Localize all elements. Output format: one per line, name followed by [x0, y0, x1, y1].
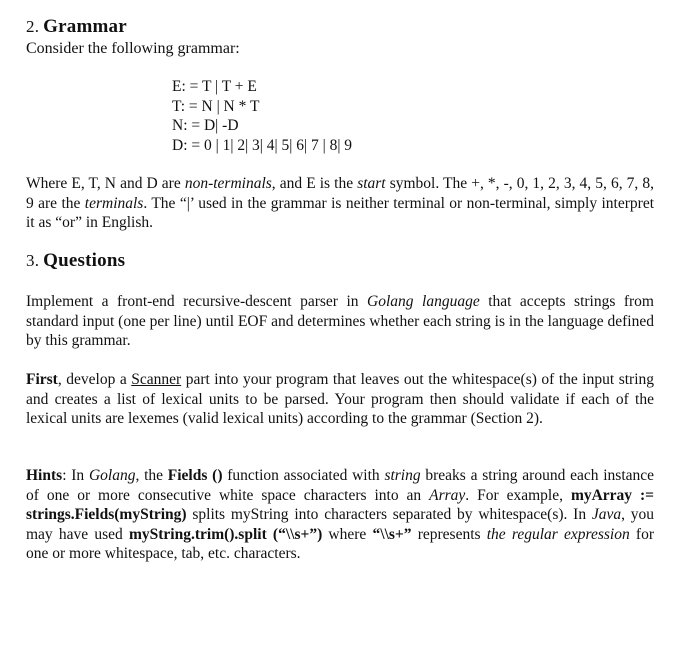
parser-task-paragraph: Implement a front-end recursive-descent parser in Golang language that accepts strings from standard input (one per line) until EOF and determines whether each string is in the language defined by this grammar.: [26, 293, 654, 349]
grammar-rule-d: D: = 0 | 1| 2| 3| 4| 5| 6| 7 | 8| 9: [172, 136, 353, 154]
scanner-task-paragraph: First, develop a Scanner part into your program that leaves out the whitespace(s) of the input string and creates a list of lexical units to be parsed. Your program then should validate if each of the lexical units are lexemes (valid lexical units) according to the grammar (Section 2).: [26, 371, 654, 427]
grammar-intro: Consider the following grammar:: [26, 40, 240, 57]
grammar-rules: [172, 77, 352, 155]
section-3-heading: [26, 250, 125, 272]
section-2-number: 2.: [26, 17, 40, 36]
section-3-number: 3.: [26, 251, 40, 270]
grammar-rule-e: E: = T | T + E: [172, 78, 257, 95]
hints-paragraph: Hints: In Golang, the Fields () function associated with string breaks a string around each instance of one or more consecutive white space characters into an Array. For example, myArray := strings.Fields(myString) splits myString into characters separated by whitespace(s). In Java, you may have used myString.trim().split (“\\s+”) where “\\s+” represents the regular expression for one or more whitespace, tab, etc. characters.: [26, 467, 655, 562]
grammar-explanation: Where E, T, N and D are non-terminals, and E is the start symbol. The +, *, -, 0, 1, 2, 3, 4, 5, 6, 7, 8, 9 are the terminals. The “|’ used in the grammar is neither terminal or non-terminal, simply interpret it as “or” in English.: [26, 175, 654, 231]
grammar-rule-t: T: = N | N * T: [172, 97, 260, 115]
section-2-title: Grammar: [43, 16, 127, 37]
section-2-heading: [26, 16, 127, 38]
grammar-rule-n: N: = D| -D: [172, 117, 239, 134]
section-3-title: Questions: [43, 250, 126, 271]
scanner-term: Scanner: [131, 371, 182, 388]
